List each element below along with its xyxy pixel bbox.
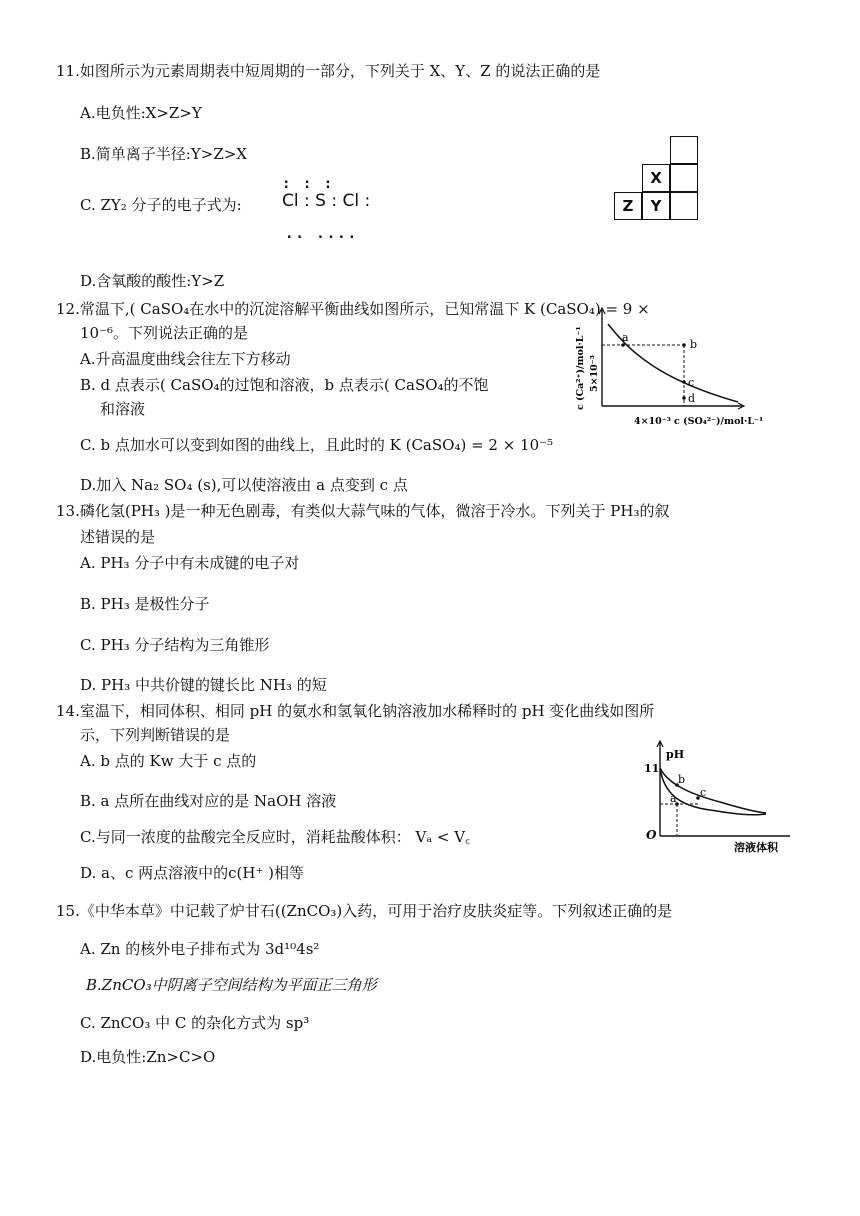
x-tick-label: 4×10⁻³ xyxy=(634,416,671,427)
q12-option-d: D.加入 Na₂ SO₄ (s),可以使溶液由 a 点变到 c 点 xyxy=(80,476,408,494)
point-label-c: c xyxy=(688,376,695,389)
point-label-d: d xyxy=(688,392,696,405)
periodic-table-fragment xyxy=(612,136,702,226)
lewis-bottom-dots: .. .... xyxy=(285,226,359,242)
q13-stem-line1: 13.磷化氢(PH₃ )是一种无色剧毒，有类似大蒜气味的气体，微溶于冷水。下列关于 PH₃的叙 xyxy=(56,502,670,520)
x-axis-label: 溶液体积 xyxy=(734,841,778,854)
point-label-a: a xyxy=(670,792,677,805)
table-cell-x: X xyxy=(642,164,670,192)
lewis-formula: Cl : S : Cl : xyxy=(282,191,371,211)
q12-stem-line2: 10⁻⁶。下列说法正确的是 xyxy=(80,324,249,342)
point-label-a: a xyxy=(622,331,629,344)
x-axis-label: c (SO₄²⁻)/mol·L⁻¹ xyxy=(674,416,764,427)
q11-option-d: D.含氧酸的酸性:Y>Z xyxy=(80,272,225,290)
q14-stem-line1: 14.室温下，相同体积、相同 pH 的氨水和氢氧化钠溶液加水稀释时的 pH 变化曲线如图所 xyxy=(56,702,655,720)
q12-option-a: A.升高温度曲线会往左下方移动 xyxy=(80,350,291,368)
q15-stem: 15.《中华本草》中记载了炉甘石((ZnCO₃)入药，可用于治疗皮肤炎症等。下列叙述正确的是 xyxy=(56,902,673,920)
y-tick-label: 5×10⁻³ xyxy=(589,355,600,392)
q13-option-a: A. PH₃ 分子中有未成键的电子对 xyxy=(80,554,300,572)
q11-option-a: A.电负性:X>Z>Y xyxy=(80,104,202,122)
q15-option-c: C. ZnCO₃ 中 C 的杂化方式为 sp³ xyxy=(80,1014,310,1032)
q13-option-b: B. PH₃ 是极性分子 xyxy=(80,595,210,613)
q12-option-b-line1: B. d 点表示( CaSO₄的过饱和溶液，b 点表示( CaSO₄的不饱 xyxy=(80,376,489,394)
q14-option-d: D. a、c 两点溶液中的c(H⁺ )相等 xyxy=(80,864,305,882)
point-label-c: c xyxy=(700,786,707,799)
point-label-b: b xyxy=(678,773,686,786)
q14-option-b: B. a 点所在曲线对应的是 NaOH 溶液 xyxy=(80,792,337,810)
q11-stem: 11.如图所示为元素周期表中短周期的一部分，下列关于 X、Y、Z 的说法正确的是 xyxy=(56,62,601,80)
table-cell-empty xyxy=(670,192,698,220)
q14-option-a: A. b 点的 Kw 大于 c 点的 xyxy=(80,752,257,770)
q13-option-c: C. PH₃ 分子结构为三角锥形 xyxy=(80,636,270,654)
table-cell-empty xyxy=(670,164,698,192)
casos4-solubility-chart xyxy=(570,300,770,430)
table-cell-y: Y xyxy=(642,192,670,220)
q12-option-b-line2: 和溶液 xyxy=(100,400,146,418)
lewis-top-dots: : : : xyxy=(282,176,335,192)
q15-option-b: B.ZnCO₃中阴离子空间结构为平面正三角形 xyxy=(86,976,377,994)
q15-option-a: A. Zn 的核外电子排布式为 3d¹⁰4s² xyxy=(80,940,320,958)
origin-label: O xyxy=(646,828,657,842)
table-cell-empty xyxy=(670,136,698,164)
q12-option-c: C. b 点加水可以变到如图的曲线上，且此时的 K (CaSO₄) = 2 × 10⁻⁵ xyxy=(80,436,554,454)
q13-option-d: D. PH₃ 中共价键的键长比 NH₃ 的短 xyxy=(80,676,327,694)
ph-dilution-chart xyxy=(640,736,800,856)
q14-stem-line2: 示，下列判断错误的是 xyxy=(80,726,231,744)
q11-option-b: B.简单离子半径:Y>Z>X xyxy=(80,145,247,163)
y-axis-label: c (Ca²⁺)/mol·L⁻¹ xyxy=(575,326,586,410)
y-axis-label: pH xyxy=(666,748,685,761)
q14-option-c: C.与同一浓度的盐酸完全反应时，消耗盐酸体积： Vₐ < V꜀ xyxy=(80,828,471,846)
point-label-b: b xyxy=(690,338,698,351)
q12-stem-line1: 12.常温下,( CaSO₄在水中的沉淀溶解平衡曲线如图所示，已知常温下 K (CaSO₄) = 9 × xyxy=(56,300,650,318)
ammonia-curve xyxy=(660,768,766,813)
table-cell-z: Z xyxy=(614,192,642,220)
q15-option-d: D.电负性:Zn>C>O xyxy=(80,1048,216,1066)
q13-stem-line2: 述错误的是 xyxy=(80,528,156,546)
q11-option-c: C. ZY₂ 分子的电子式为: xyxy=(80,196,242,214)
y-tick-label: 11 xyxy=(644,762,660,775)
